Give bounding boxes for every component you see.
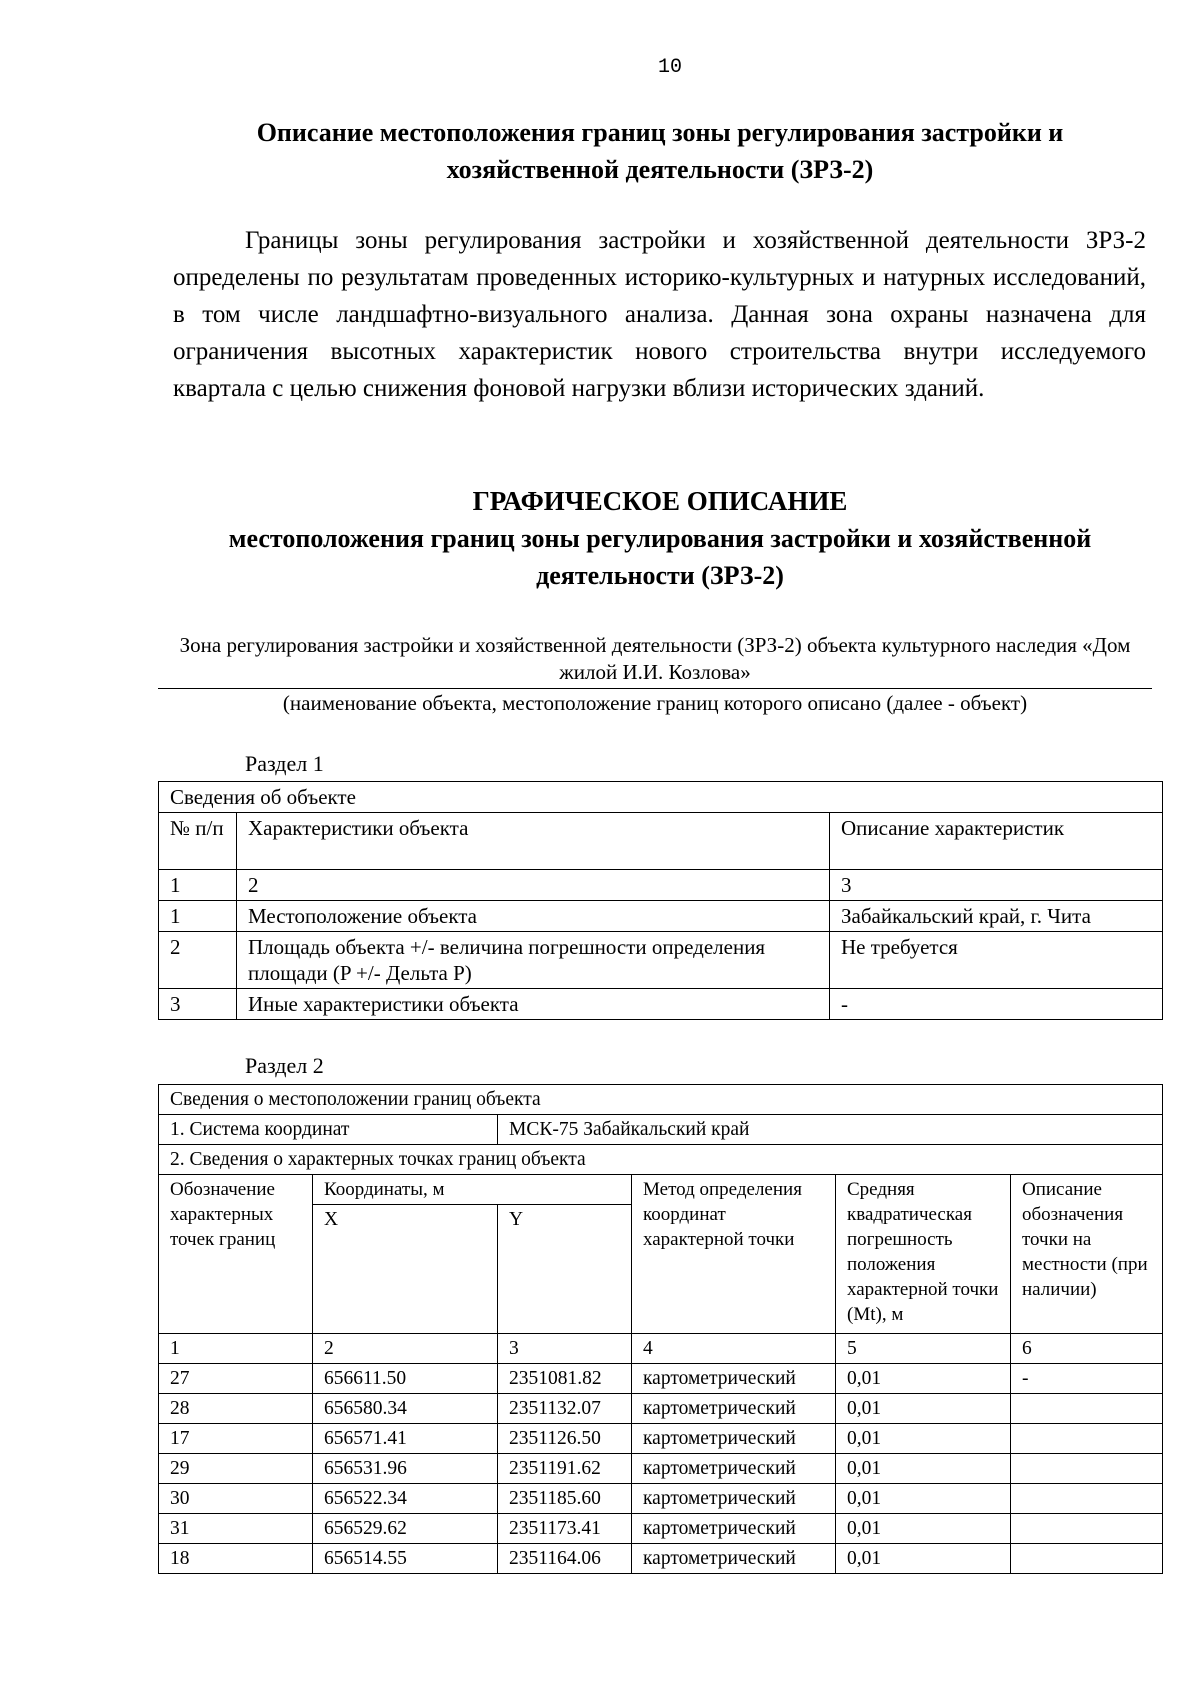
point-error: 0,01 <box>836 1544 1011 1574</box>
table-columns-row <box>159 813 1163 870</box>
point-note <box>1011 1394 1163 1424</box>
point-y: 2351185.60 <box>498 1484 632 1514</box>
graphic-description-subtitle-1: местоположения границ зоны регулирования застройки и хозяйственной <box>228 524 1092 553</box>
point-note: - <box>1011 1364 1163 1394</box>
table-row <box>159 1484 1163 1514</box>
point-id: 17 <box>159 1424 313 1454</box>
index-cell: 6 <box>1011 1334 1163 1364</box>
point-x: 656531.96 <box>313 1454 498 1484</box>
object-info-header: Сведения об объекте <box>159 782 1163 813</box>
row-description: - <box>830 989 1163 1020</box>
graphic-description-heading: ГРАФИЧЕСКОЕ ОПИСАНИЕ <box>472 486 848 516</box>
point-y: 2351081.82 <box>498 1364 632 1394</box>
point-error: 0,01 <box>836 1514 1011 1544</box>
graphic-description-title <box>170 483 1150 594</box>
zone-name: Зона регулирования застройки и хозяйственной деятельности (ЗРЗ-2) объекта культурного наследия «Дом жилой И.И. Козлова» <box>158 632 1152 689</box>
point-error: 0,01 <box>836 1364 1011 1394</box>
point-method: картометрический <box>632 1544 836 1574</box>
point-x: 656611.50 <box>313 1364 498 1394</box>
col-method-header: Метод определения координат характерной точки <box>632 1175 836 1334</box>
document-title-line-2: хозяйственной деятельности (ЗРЗ-2) <box>446 155 874 184</box>
row-number: 1 <box>159 901 237 932</box>
point-note <box>1011 1424 1163 1454</box>
coord-system-value: МСК-75 Забайкальский край <box>498 1115 1163 1145</box>
table-row <box>159 1364 1163 1394</box>
col-designation-header: Обозначение характерных точек границ <box>159 1175 313 1334</box>
point-y: 2351191.62 <box>498 1454 632 1484</box>
index-cell: 5 <box>836 1334 1011 1364</box>
table-row <box>159 1514 1163 1544</box>
index-cell: 1 <box>159 1334 313 1364</box>
point-error: 0,01 <box>836 1424 1011 1454</box>
point-method: картометрический <box>632 1364 836 1394</box>
point-id: 29 <box>159 1454 313 1484</box>
point-y: 2351126.50 <box>498 1424 632 1454</box>
table-row <box>159 1394 1163 1424</box>
point-note <box>1011 1484 1163 1514</box>
point-x: 656571.41 <box>313 1424 498 1454</box>
boundary-points-table <box>158 1084 1163 1574</box>
col-error-header: Средняя квадратическая погрешность положения характерной точки (Mt), м <box>836 1175 1011 1334</box>
point-method: картометрический <box>632 1394 836 1424</box>
point-x: 656522.34 <box>313 1484 498 1514</box>
row-number: 2 <box>159 932 237 989</box>
point-y: 2351173.41 <box>498 1514 632 1544</box>
row-characteristic: Местоположение объекта <box>237 901 830 932</box>
index-cell: 4 <box>632 1334 836 1364</box>
table-index-row <box>159 1334 1163 1364</box>
point-x: 656529.62 <box>313 1514 498 1544</box>
description-paragraph: Границы зоны регулирования застройки и хозяйственной деятельности ЗРЗ-2 определены по результатам проведенных историко-культурных и натурных исследований, в том числе ландшафтно-визуального анализа. Данная зона охраны назначена для ограничения высотных характеристик нового строительства внутри исследуемого квартала с целью снижения фоновой нагрузки вблизи исторических зданий. <box>173 227 1146 402</box>
table-row <box>159 901 1163 932</box>
index-cell: 3 <box>830 870 1163 901</box>
index-cell: 2 <box>313 1334 498 1364</box>
document-title <box>170 114 1150 188</box>
point-method: картометрический <box>632 1454 836 1484</box>
boundary-info-header: Сведения о местоположении границ объекта <box>159 1085 1163 1115</box>
coord-system-label: 1. Система координат <box>159 1115 498 1145</box>
points-header: 2. Сведения о характерных точках границ объекта <box>159 1145 1163 1175</box>
point-error: 0,01 <box>836 1454 1011 1484</box>
index-cell: 3 <box>498 1334 632 1364</box>
col-point-description-header: Описание обозначения точки на местности (при наличии) <box>1011 1175 1163 1334</box>
table-row <box>159 1544 1163 1574</box>
index-cell: 1 <box>159 870 237 901</box>
row-description: Не требуется <box>830 932 1163 989</box>
point-note <box>1011 1544 1163 1574</box>
col-x-header: X <box>313 1205 498 1334</box>
row-description: Забайкальский край, г. Чита <box>830 901 1163 932</box>
section-2-label: Раздел 2 <box>245 1053 324 1078</box>
point-error: 0,01 <box>836 1394 1011 1424</box>
point-method: картометрический <box>632 1424 836 1454</box>
table-header-row <box>159 782 1163 813</box>
row-characteristic: Иные характеристики объекта <box>237 989 830 1020</box>
point-note <box>1011 1514 1163 1544</box>
col-description-header: Описание характеристик <box>830 813 1163 870</box>
col-y-header: Y <box>498 1205 632 1334</box>
point-method: картометрический <box>632 1484 836 1514</box>
col-number-header: № п/п <box>159 813 237 870</box>
row-number: 3 <box>159 989 237 1020</box>
point-y: 2351132.07 <box>498 1394 632 1424</box>
table-index-row <box>159 870 1163 901</box>
col-characteristics-header: Характеристики объекта <box>237 813 830 870</box>
point-x: 656514.55 <box>313 1544 498 1574</box>
point-id: 30 <box>159 1484 313 1514</box>
table-row <box>159 932 1163 989</box>
index-cell: 2 <box>237 870 830 901</box>
col-coordinates-header: Координаты, м <box>313 1175 632 1205</box>
point-error: 0,01 <box>836 1484 1011 1514</box>
table-row <box>159 1454 1163 1484</box>
point-id: 18 <box>159 1544 313 1574</box>
graphic-description-subtitle-2: деятельности (ЗРЗ-2) <box>536 561 784 590</box>
point-id: 31 <box>159 1514 313 1544</box>
object-info-table <box>158 781 1163 1020</box>
point-id: 27 <box>159 1364 313 1394</box>
document-title-line-1: Описание местоположения границ зоны регулирования застройки и <box>256 118 1064 147</box>
point-method: картометрический <box>632 1514 836 1544</box>
zone-caption: (наименование объекта, местоположение границ которого описано (далее - объект) <box>282 691 1028 715</box>
section-1-label: Раздел 1 <box>245 751 324 776</box>
point-note <box>1011 1454 1163 1484</box>
point-x: 656580.34 <box>313 1394 498 1424</box>
table-row <box>159 1424 1163 1454</box>
point-y: 2351164.06 <box>498 1544 632 1574</box>
row-characteristic: Площадь объекта +/- величина погрешности определения площади (P +/- Дельта P) <box>237 932 830 989</box>
table-row <box>159 989 1163 1020</box>
point-id: 28 <box>159 1394 313 1424</box>
page-number: 10 <box>657 56 682 79</box>
